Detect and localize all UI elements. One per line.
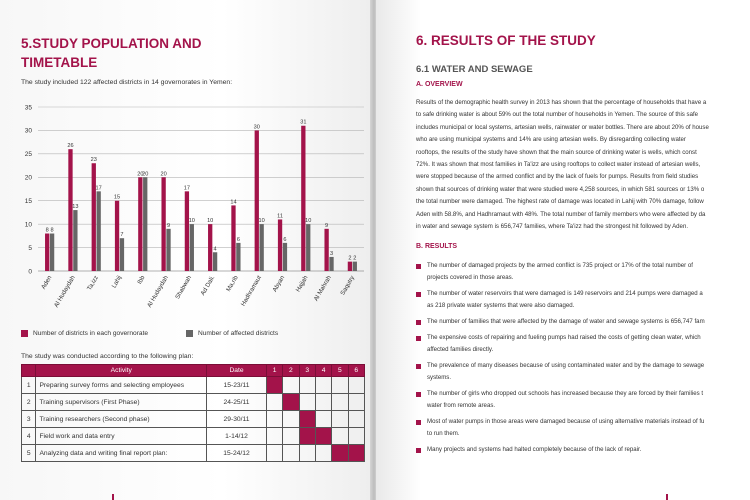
legend-item-series1: Number of districts in each governorate — [21, 330, 148, 337]
gantt-cell — [348, 394, 364, 411]
activity-cell: Analyzing data and writing final report plan: — [36, 445, 207, 462]
bar-series2 — [236, 243, 240, 271]
timetable-row — [22, 428, 365, 445]
timetable-row — [22, 394, 365, 411]
timetable-row — [22, 411, 365, 428]
legend-swatch-series1 — [21, 330, 28, 337]
x-tick-label: Lahij — [110, 274, 124, 290]
data-label: 11 — [277, 213, 283, 220]
header-week: 3 — [299, 365, 315, 377]
row-number: 3 — [22, 411, 36, 428]
gantt-cell-active — [283, 394, 299, 411]
data-label: 30 — [253, 124, 260, 131]
gantt-cell — [283, 411, 299, 428]
activity-cell: Training supervisors (First Phase) — [36, 394, 207, 411]
data-label: 6 — [236, 236, 240, 243]
result-item — [416, 388, 750, 412]
overview-title: A. OVERVIEW — [416, 81, 463, 88]
gantt-cell — [332, 377, 348, 394]
y-tick-label: 0 — [28, 268, 32, 276]
bar-series2 — [329, 257, 333, 271]
overview-line: who are using municipal systems and 14% are using artesian wells. By disregarding collecting water — [416, 136, 686, 144]
date-cell: 29-30/11 — [207, 411, 267, 428]
bar-series1 — [138, 177, 142, 271]
data-label: 26 — [67, 143, 74, 150]
results-list — [416, 260, 750, 460]
bar-series2 — [213, 252, 217, 271]
overview-line: Aden with 58.8%, and Hadhramaut with 48%. The total number of family members who were affected by da — [416, 210, 706, 218]
timetable-row — [22, 377, 365, 394]
bar-series2 — [306, 224, 310, 271]
bar-series1 — [255, 130, 259, 271]
x-tick-label: Ibb — [136, 274, 147, 286]
x-tick-label: Ma,rib — [224, 274, 240, 293]
y-tick-label: 10 — [24, 221, 32, 229]
bar-series1 — [161, 177, 165, 271]
data-label: 31 — [300, 119, 307, 126]
header-activity: Activity — [36, 365, 207, 377]
data-label: 17 — [95, 185, 102, 192]
header-week: 5 — [332, 365, 348, 377]
header-week: 6 — [348, 365, 364, 377]
row-number: 4 — [22, 428, 36, 445]
gantt-cell — [283, 445, 299, 462]
study-intro: The study included 122 affected districts in 14 governorates in Yemen: — [21, 79, 233, 86]
date-cell: 15-24/12 — [207, 445, 267, 462]
result-line: The prevalence of many diseases because of using contaminated water and by the damage to sewage — [427, 362, 705, 369]
results-heading: 6. RESULTS OF THE STUDY — [416, 33, 596, 48]
page-footer-mark — [112, 494, 114, 500]
data-label: 15 — [113, 194, 121, 201]
data-label: 10 — [188, 218, 195, 225]
x-tick-label: Shabwah — [174, 274, 194, 301]
y-tick-label: 35 — [24, 104, 32, 112]
data-label: 20 — [160, 171, 167, 178]
timetable-header-row — [22, 365, 365, 377]
overview-line: to safe drinking water is about 59% out the total number of households in Yemen. The source of this safe — [416, 111, 699, 119]
x-tick-label: Aden — [40, 274, 54, 291]
x-tick-label: Al Mahrah — [312, 274, 333, 303]
data-label: 8 — [45, 227, 49, 234]
result-item — [416, 416, 750, 440]
gantt-cell — [332, 394, 348, 411]
bar-series2 — [353, 262, 357, 271]
left-page — [0, 0, 372, 500]
gantt-cell-active — [266, 377, 282, 394]
header-date: Date — [207, 365, 267, 377]
data-label: 17 — [183, 185, 191, 192]
x-tick-label: Ad Dali. — [199, 274, 217, 297]
gantt-cell-active — [332, 445, 348, 462]
x-tick-label: Al Hudaydah — [146, 274, 170, 309]
bar-series1 — [301, 126, 305, 271]
bar-series2 — [73, 210, 77, 271]
overview-line: 72%. It was shown that most families in Ta'izz are using rooftops to collect water instead of artesian wells, — [416, 161, 701, 169]
result-line: systems. — [427, 374, 452, 381]
result-line: as 218 private water systems that were also damaged. — [427, 302, 575, 309]
result-line: The number of water reservoirs that were damaged is 149 reservoirs and 214 pumps were damaged a — [427, 290, 703, 297]
timetable-body — [22, 377, 365, 462]
x-tick-label: Ta,izz — [85, 274, 100, 292]
result-line: The number of damaged projects by the armed conflict is 735 project or 17% of the total number of — [427, 262, 693, 269]
data-label: 9 — [325, 222, 329, 229]
gantt-cell — [332, 411, 348, 428]
x-tick-label: Hadhramaut — [239, 274, 263, 308]
bar-series1 — [324, 229, 328, 271]
legend-item-series2: Number of affected districts — [186, 330, 278, 337]
overview-paragraph — [416, 97, 750, 233]
bar-series1 — [92, 163, 96, 271]
gantt-cell — [266, 394, 282, 411]
data-label: 2 — [353, 255, 357, 262]
result-line: The number of families that were affected by the damage of water and sewage systems is 656,747 fam — [427, 318, 705, 325]
gantt-cell — [315, 377, 331, 394]
result-item — [416, 360, 750, 384]
bar-series1 — [231, 205, 235, 271]
timetable-row — [22, 445, 365, 462]
bar-series2 — [120, 238, 124, 271]
data-label: 8 — [50, 227, 54, 234]
gantt-cell — [348, 411, 364, 428]
result-item — [416, 288, 750, 312]
result-line: Most of water pumps in those areas were damaged because of using alternative materials instead of fu — [427, 418, 705, 425]
gantt-cell — [266, 411, 282, 428]
result-line: affected families directly. — [427, 346, 494, 353]
data-label: 14 — [230, 199, 237, 206]
right-page — [376, 0, 750, 500]
overview-line: in water and sewage system is 656,747 families, where Ta'izz had the strongest hit followed by Aden. — [416, 223, 689, 231]
gantt-cell — [299, 445, 315, 462]
header-week: 4 — [315, 365, 331, 377]
gantt-cell-active — [299, 428, 315, 445]
x-tick-label: Al Hudaydah — [52, 274, 77, 309]
bar-series2 — [283, 243, 287, 271]
gantt-cell — [332, 428, 348, 445]
bar-series2 — [190, 224, 194, 271]
gantt-cell — [315, 411, 331, 428]
date-cell: 24-25/11 — [207, 394, 267, 411]
gantt-cell — [348, 428, 364, 445]
gantt-cell — [299, 394, 315, 411]
date-cell: 15-23/11 — [207, 377, 267, 394]
date-cell: 1-14/12 — [207, 428, 267, 445]
data-label: 9 — [166, 222, 171, 229]
result-item — [416, 444, 750, 456]
y-tick-label: 20 — [24, 174, 32, 182]
header-week: 2 — [283, 365, 299, 377]
data-label: 7 — [120, 232, 124, 239]
bar-series1 — [45, 234, 49, 271]
y-tick-label: 30 — [24, 127, 32, 135]
data-label: 2 — [348, 255, 352, 262]
overview-line: were stopped because of the armed conflict and by the lack of fuels for pumps. Results from field studies — [416, 173, 699, 181]
plan-intro: The study was conducted according to the following plan: — [21, 353, 194, 360]
water-sewage-subheading: 6.1 WATER AND SEWAGE — [416, 64, 533, 75]
row-number: 2 — [22, 394, 36, 411]
data-label: 10 — [305, 218, 312, 225]
gantt-cell — [315, 445, 331, 462]
result-item — [416, 332, 750, 356]
gantt-cell — [299, 377, 315, 394]
row-number: 1 — [22, 377, 36, 394]
gantt-cell-active — [299, 411, 315, 428]
result-line: The number of girls who dropped out schools has increased because they are forced by their families t — [427, 390, 704, 397]
bar-series1 — [208, 224, 212, 271]
gantt-cell-active — [315, 428, 331, 445]
overview-line: rooftops, the results of the study have shown that the main source of drinking water is wells, which const — [416, 148, 697, 156]
bar-series2 — [97, 191, 101, 271]
y-tick-label: 15 — [24, 198, 32, 206]
districts-bar-chart — [0, 90, 372, 340]
bar-series2 — [166, 229, 170, 271]
page-footer-mark — [666, 494, 668, 500]
y-tick-label: 5 — [28, 244, 32, 252]
overview-line: the total number were damaged. The highest rate of damage was located in Lahij with 70% damage, follow — [416, 198, 704, 206]
gantt-cell — [266, 445, 282, 462]
gantt-cell-active — [348, 445, 364, 462]
result-line: projects covered in those areas. — [427, 274, 514, 281]
x-tick-label: Saqutry — [339, 274, 357, 297]
overview-line: shown that sources of drinking water that were studied were 4,258 sources, in which 581 sources or 13% o — [416, 185, 705, 193]
result-line: The expensive costs of repairing and fueling pumps had raised the costs of getting clean water, which — [427, 334, 701, 341]
data-label: 20 — [137, 171, 144, 178]
overview-line: includes municipal or local systems, artesian wells, rainwater or water bottles. There are about 20% of house — [416, 123, 709, 131]
row-number: 5 — [22, 445, 36, 462]
gantt-cell — [283, 377, 299, 394]
data-label: 23 — [90, 157, 97, 164]
bar-series1 — [278, 219, 282, 271]
result-item — [416, 260, 750, 284]
header-num — [22, 365, 36, 377]
bar-series1 — [185, 191, 189, 271]
results-title: B. RESULTS — [416, 243, 458, 250]
result-item — [416, 316, 750, 328]
bar-series2 — [50, 234, 54, 271]
timetable — [21, 364, 365, 462]
bar-series1 — [348, 262, 352, 271]
activity-cell: Preparing survey forms and selecting employees — [36, 377, 207, 394]
data-label: 10 — [258, 218, 265, 225]
overview-line: Results of the demographic health survey in 2013 has shown that the percentage of households that have a — [416, 99, 707, 106]
section-heading: 5.STUDY POPULATION AND TIMETABLE — [21, 36, 202, 70]
bar-series2 — [143, 177, 147, 271]
activity-cell: Field work and data entry — [36, 428, 207, 445]
x-tick-label: Hajjah — [294, 274, 310, 294]
gantt-cell — [348, 377, 364, 394]
gantt-cell — [315, 394, 331, 411]
activity-cell: Training researchers (Second phase) — [36, 411, 207, 428]
result-line: Many projects and systems had halted completely because of the lack of repair. — [427, 446, 642, 453]
data-label: 13 — [72, 204, 79, 211]
data-label: 3 — [329, 250, 334, 257]
header-week: 1 — [266, 365, 282, 377]
bar-series2 — [260, 224, 264, 271]
y-tick-label: 25 — [24, 151, 32, 159]
legend-swatch-series2 — [186, 330, 193, 337]
gantt-cell — [266, 428, 282, 445]
data-label: 4 — [213, 246, 217, 253]
result-line: water from remote areas. — [427, 402, 496, 409]
data-label: 6 — [283, 236, 287, 243]
gantt-cell — [283, 428, 299, 445]
data-label: 10 — [207, 218, 214, 225]
bar-series1 — [115, 201, 119, 271]
result-line: to run them. — [427, 430, 460, 437]
x-tick-label: Abyan — [271, 274, 287, 294]
data-label: 20 — [142, 171, 149, 178]
